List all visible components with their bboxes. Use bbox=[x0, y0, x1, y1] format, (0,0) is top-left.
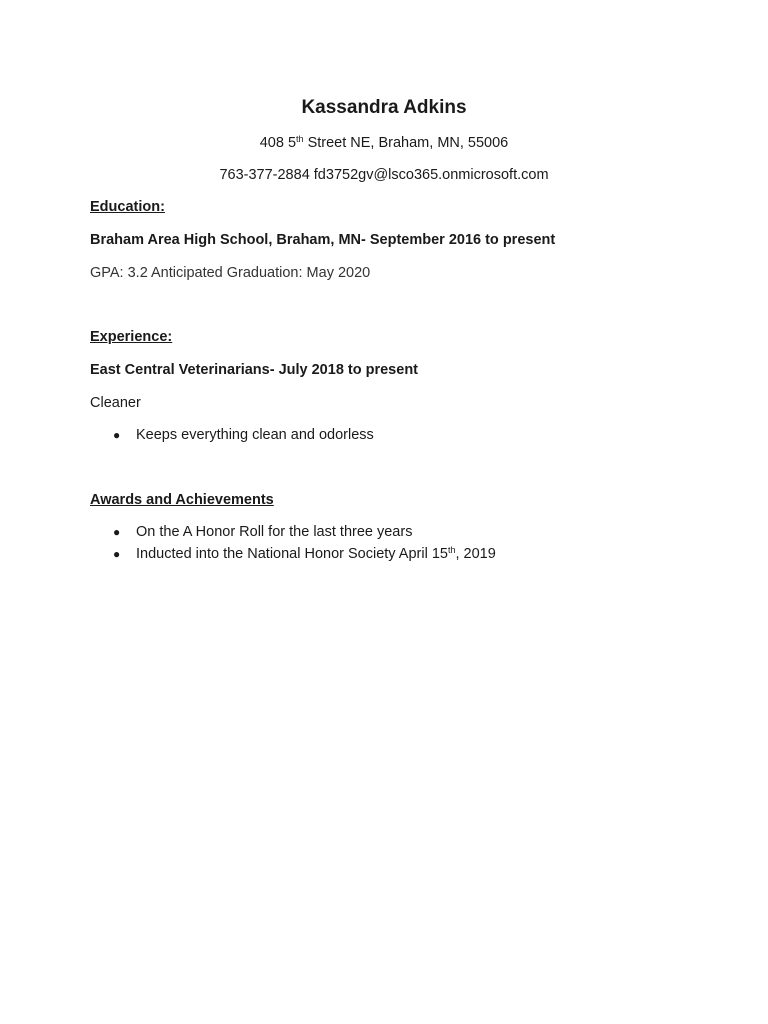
awards-bullet-2 bbox=[136, 545, 496, 563]
experience-heading: Experience: bbox=[90, 329, 173, 345]
address-superscript: th bbox=[296, 134, 304, 144]
experience-role: Cleaner bbox=[90, 395, 141, 411]
resume-name: Kassandra Adkins bbox=[301, 97, 467, 118]
education-gpa: GPA: 3.2 Anticipated Graduation: May 2020 bbox=[90, 265, 371, 281]
awards-bullet-1: On the A Honor Roll for the last three years bbox=[136, 524, 413, 540]
awards-bullet-2-prefix: Inducted into the National Honor Society April 15 bbox=[136, 546, 448, 562]
education-school: Braham Area High School, Braham, MN- September 2016 to present bbox=[90, 232, 556, 248]
address-suffix: Street NE, Braham, MN, 55006 bbox=[303, 135, 509, 151]
address-line bbox=[0, 134, 768, 152]
awards-bullet-2-superscript: th bbox=[447, 545, 456, 555]
bullet-glyph: ● bbox=[113, 525, 121, 539]
awards-bullet-2-suffix: , 2019 bbox=[455, 546, 496, 562]
experience-job: East Central Veterinarians- July 2018 to present bbox=[90, 362, 418, 378]
awards-heading: Awards and Achievements bbox=[90, 492, 274, 508]
address-prefix: 408 5 bbox=[259, 135, 297, 151]
education-heading: Education: bbox=[90, 199, 165, 215]
bullet-glyph: ● bbox=[113, 428, 121, 442]
contact-line: 763-377-2884 fd3752gv@lsco365.onmicrosoft.com bbox=[219, 167, 549, 183]
bullet-glyph: ● bbox=[113, 547, 121, 561]
experience-bullet: Keeps everything clean and odorless bbox=[136, 427, 374, 443]
